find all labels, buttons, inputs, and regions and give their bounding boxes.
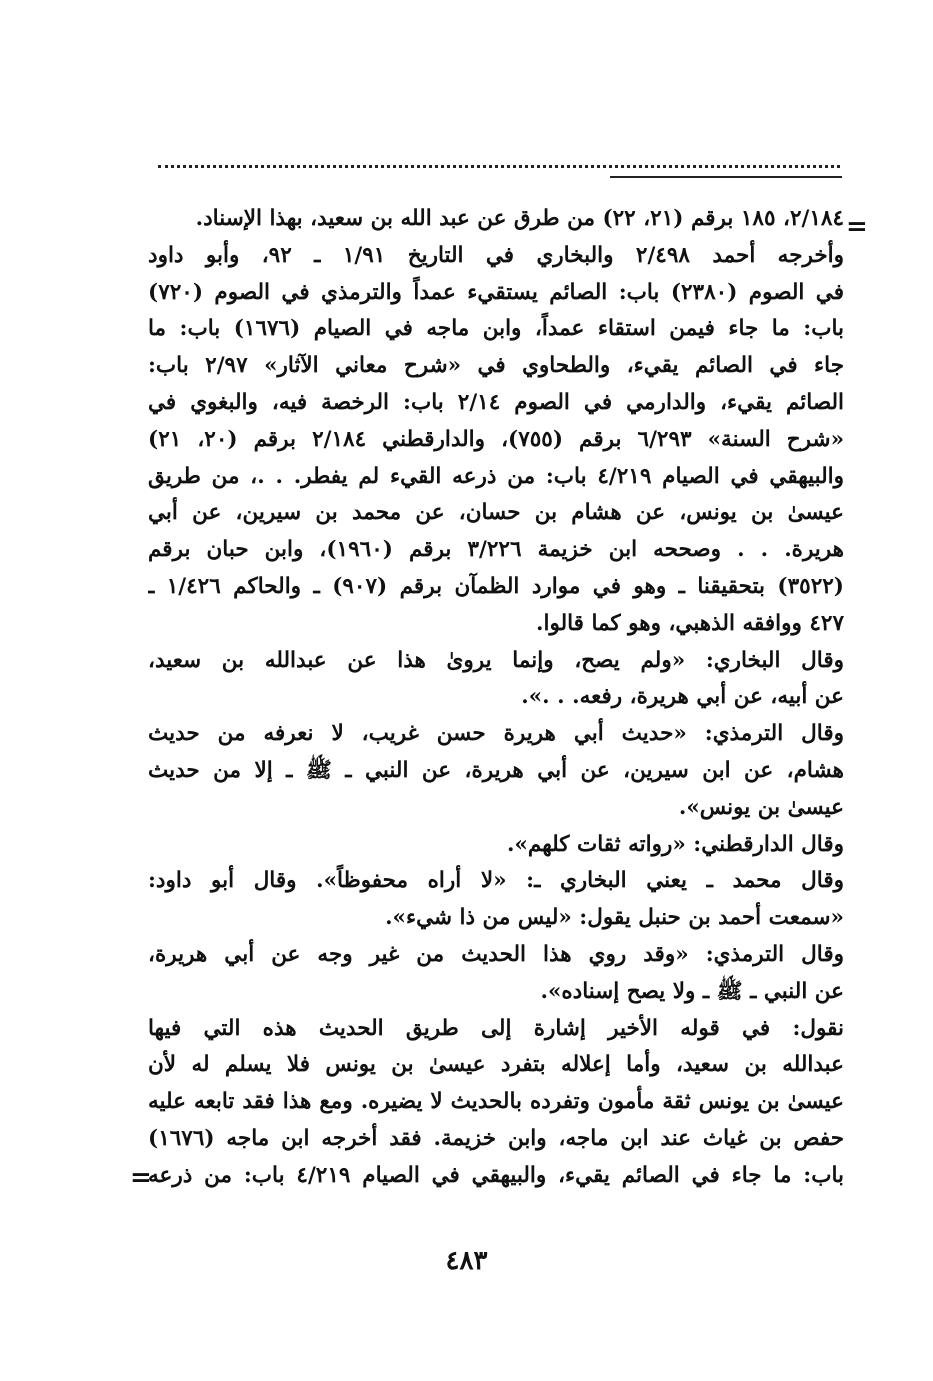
footnote-separator-line — [610, 176, 842, 178]
continuation-mark-bottom: = — [130, 1163, 152, 1193]
text-line: عيسىٰ بن يونس ثقة مأمون وتفرده بالحديث لا يضيره. ومع هذا فقد تابعه عليه — [148, 1089, 844, 1115]
text-line: الصائم يقيء، والدارمي في الصوم ٢/١٤ باب: الرخصة فيه، والبغوي في — [148, 389, 844, 415]
text-line: وقال الترمذي: «وقد روي هذا الحديث من غير وجه عن أبي هريرة، — [148, 941, 844, 967]
text-line: وقال الدارقطني: «رواته ثقات كلهم». — [506, 831, 844, 857]
text-line: هريرة. . . وصححه ابن خزيمة ٣/٢٢٦ برقم (١٩٦٠)، وابن حبان برقم — [148, 537, 844, 563]
text-line: عيسىٰ بن يونس، عن هشام بن حسان، عن محمد بن سيرين، عن أبي — [148, 500, 844, 526]
footnote-text-block — [148, 201, 844, 1195]
text-line: باب: ما جاء فيمن استقاء عمداً، وابن ماجه في الصيام (١٦٧٦) باب: ما — [148, 316, 844, 342]
text-line: عن النبي ـ ﷺ ـ ولا يصح إسناده». — [540, 978, 844, 1004]
text-line: هشام، عن ابن سيرين، عن أبي هريرة، عن النبي ـ ﷺ ـ إلا من حديث — [148, 757, 844, 783]
continuation-mark-top: = — [846, 212, 868, 242]
text-line: وقال محمد ـ يعني البخاري ـ: «لا أراه محفوظاً». وقال أبو داود: — [148, 868, 844, 894]
text-line: ٤٢٧ ووافقه الذهبي، وهو كما قالوا. — [536, 610, 844, 636]
text-line: والبيهقي في الصيام ٤/٢١٩ باب: من ذرعه القيء لم يفطر. . .، من طريق — [148, 463, 844, 489]
text-line: باب: ما جاء في الصائم يقيء، والبيهقي في الصيام ٤/٢١٩ باب: من ذرعه — [148, 1162, 844, 1188]
text-line: ٢/١٨٤، ١٨٥ برقم (٢١، ٢٢) من طرق عن عبد الله بن سعيد، بهذا الإسناد. — [195, 206, 844, 231]
text-line: في الصوم (٢٣٨٠) باب: الصائم يستقيء عمداً والترمذي في الصوم (٧٢٠) — [148, 279, 844, 305]
text-line: (٣٥٢٢) بتحقيقنا ـ وهو في موارد الظمآن برقم (٩٠٧) ـ والحاكم ١/٤٢٦ ـ — [148, 573, 844, 599]
text-line: «شرح السنة» ٦/٢٩٣ برقم (٧٥٥)، والدارقطني ٢/١٨٤ برقم (٢٠، ٢١) — [148, 426, 844, 452]
text-line: عبدالله بن سعيد، وأما إعلاله بتفرد عيسىٰ بن يونس فلا يسلم له لأن — [148, 1052, 844, 1078]
text-line: عيسىٰ بن يونس». — [678, 794, 844, 820]
text-line: حفص بن غياث عند ابن ماجه، وابن خزيمة. فقد أخرجه ابن ماجه (١٦٧٦) — [148, 1125, 844, 1151]
text-line: وقال الترمذي: «حديث أبي هريرة حسن غريب، لا نعرفه من حديث — [148, 721, 844, 747]
text-line: «سمعت أحمد بن حنبل يقول: «ليس من ذا شيء». — [385, 905, 844, 931]
text-line: جاء في الصائم يقيء، والطحاوي في «شرح معاني الآثار» ٢/٩٧ باب: — [148, 353, 844, 379]
text-line: وأخرجه أحمد ٢/٤٩٨ والبخاري في التاريخ ١/٩١ ـ ٩٢، وأبو داود — [148, 242, 844, 268]
text-line: وقال البخاري: «ولم يصح، وإنما يروىٰ هذا عن عبدالله بن سعيد، — [148, 647, 844, 673]
text-line: عن أبيه، عن أبي هريرة، رفعه. . .». — [521, 684, 844, 710]
footnote-separator-dotted — [158, 165, 840, 168]
page-number: ٤٨٣ — [445, 1246, 488, 1276]
text-line: نقول: في قوله الأخير إشارة إلى طريق الحديث هذه التي فيها — [148, 1015, 844, 1041]
